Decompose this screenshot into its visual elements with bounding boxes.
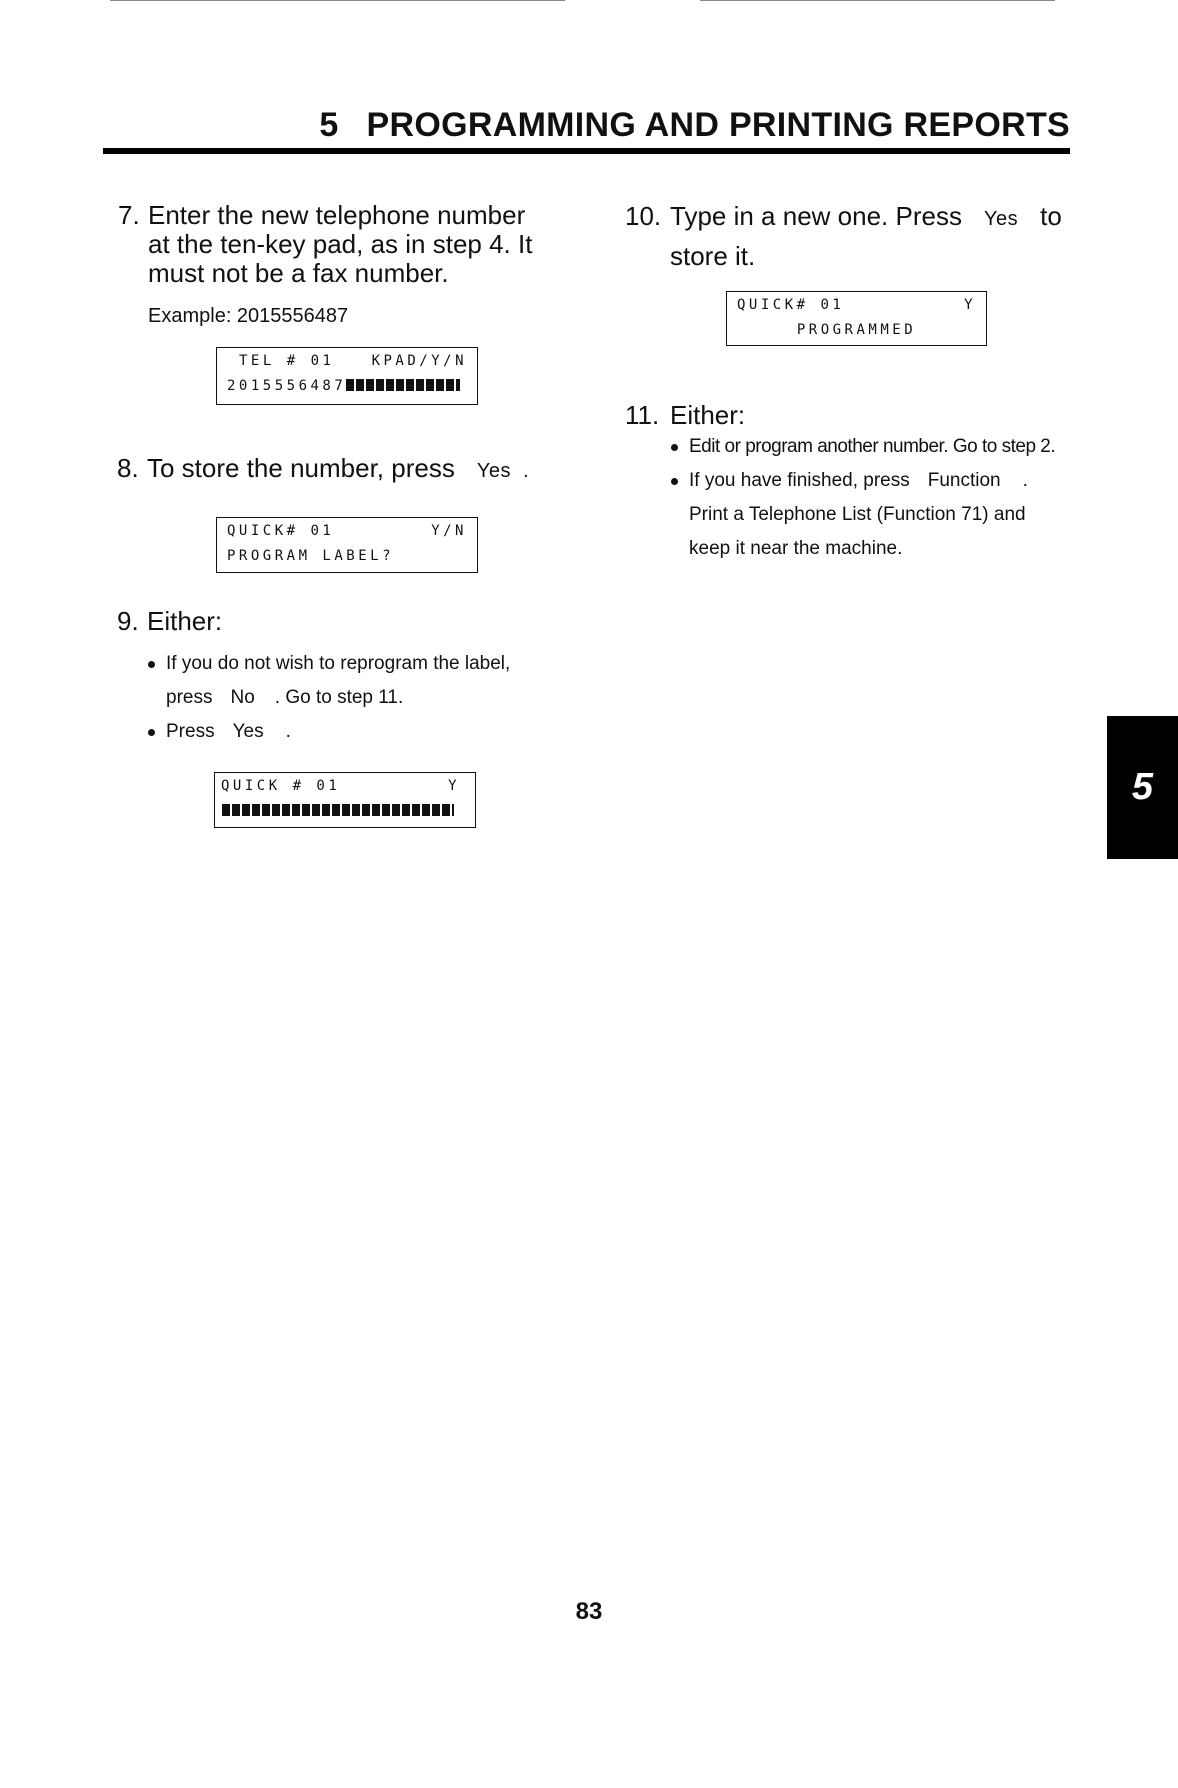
lcd-line-2 [222,801,465,821]
lcd-line-1-left: QUICK # 01 [221,778,341,794]
lcd-line-1 [227,521,467,541]
lcd-line-1-right: Y [448,778,460,794]
step-text: to [1040,201,1062,231]
step-number: 10. [625,201,662,231]
key-function: Function [927,470,1001,491]
step-text-line: store it. [670,241,756,271]
lcd-line-1-right: Y/N [431,523,467,539]
chapter-title: PROGRAMMING AND PRINTING REPORTS [366,106,1070,144]
step-text-line: at the ten-key pad, as in step 4. It [148,229,533,259]
lcd-display-program-label [216,517,478,573]
chapter-heading [319,106,1070,145]
step-7-line-3 [148,259,449,288]
lcd-line-2 [737,320,976,340]
step-number: 11. [625,400,660,430]
step-text: Either: [670,400,746,430]
lcd-line-2 [227,546,467,566]
page-number: 83 [575,1598,603,1625]
key-yes: Yes [476,460,511,482]
lcd-line-1 [737,295,976,315]
scan-edge-line [700,0,1055,1]
bullet-text: . Go to step 11. [274,687,404,708]
bullet-text: press [166,687,213,708]
lcd-line-1 [227,351,467,371]
lcd-line-2-text: PROGRAMMED [796,322,917,338]
lcd-display-tel [216,347,478,405]
step-text: Either: [147,606,223,636]
header-rule [103,148,1070,154]
lcd-display-programmed [726,291,987,346]
key-no: No [230,687,255,708]
lcd-display-quick [214,772,476,828]
lcd-line-1-left: QUICK# 01 [737,297,845,313]
chapter-number: 5 [319,106,339,144]
bullet-text: Edit or program another number. Go to step 2. [689,436,1056,457]
lcd-line-1-right: Y [964,297,976,313]
bullet-text: Press [166,721,215,742]
continuation-text: keep it near the machine. [689,538,903,559]
bullet-text: If you do not wish to reprogram the label, [166,653,511,674]
step-number: 9. [117,606,139,636]
step-text-line: must not be a fax number. [148,258,449,288]
continuation-text: Print a Telephone List (Function 71) and [689,504,1026,525]
bullet-dot [148,729,155,736]
bullet-dot [671,478,678,485]
example-text: Example: 2015556487 [148,305,349,327]
lcd-cursor-blocks [222,804,454,816]
key-yes: Yes [232,721,264,742]
step-text-line: Enter the new telephone number [148,200,526,230]
lcd-line-2-digits: 2015556487 [227,378,347,394]
lcd-line-2 [227,376,467,396]
lcd-line-1 [221,776,465,796]
step-text: To store the number, press [147,453,455,483]
scan-edge-line [110,0,565,1]
bullet-continuation [166,687,403,709]
chapter-tab: 5 [1107,716,1178,859]
bullet-text: If you have finished, press [689,470,910,491]
bullet-dot [148,661,155,668]
key-yes: Yes [983,208,1019,230]
bullet-dot [671,444,678,451]
lcd-cursor-blocks [346,379,460,391]
step-text: Type in a new one. Press [670,201,962,231]
step-10-line-2 [670,242,755,271]
lcd-line-1-right: KPAD/Y/N [371,353,467,369]
step-7-line-2 [148,230,532,259]
lcd-line-1-left: QUICK# 01 [227,523,335,539]
step-number: 7. [118,200,140,230]
lcd-line-2-text: PROGRAM LABEL? [227,548,395,564]
lcd-line-1-left: TEL # 01 [239,353,335,369]
step-number: 8. [117,453,139,483]
